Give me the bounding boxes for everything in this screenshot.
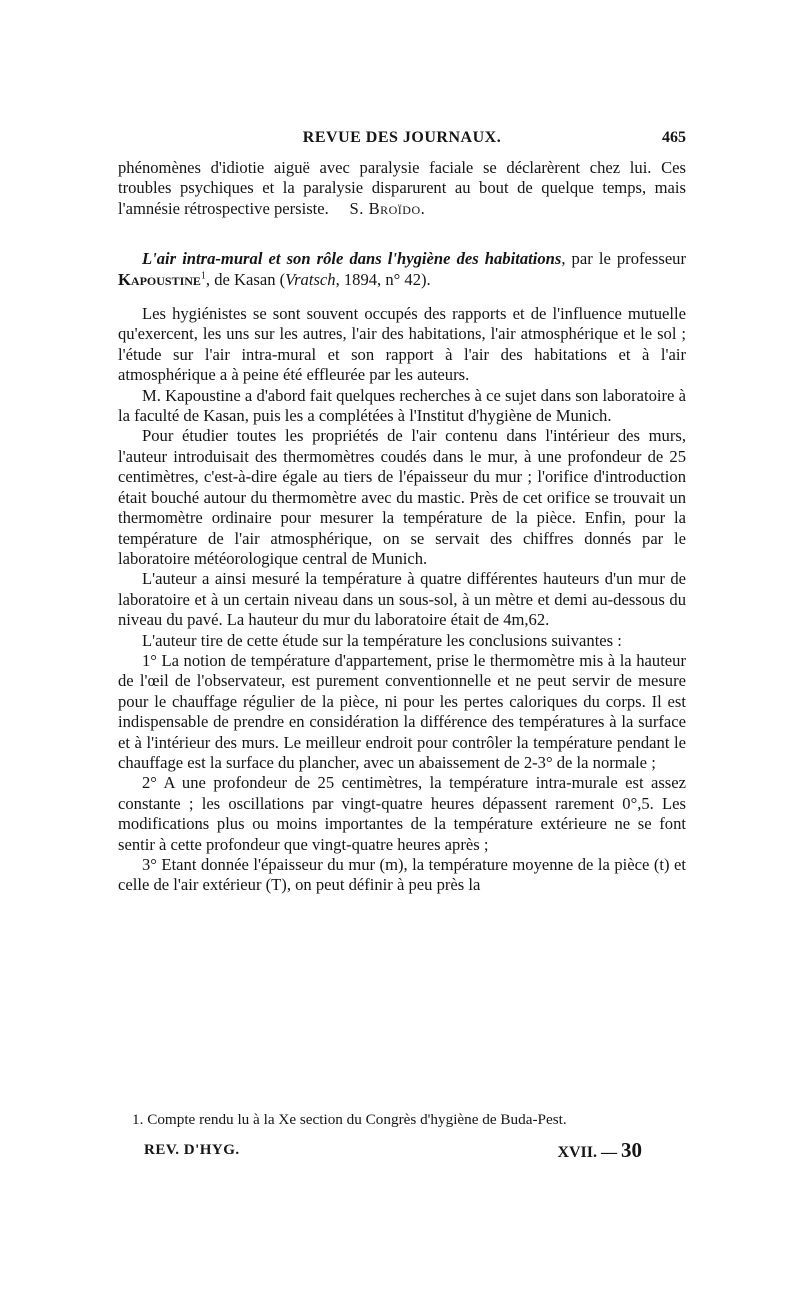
paragraph: L'auteur a ainsi mesuré la température à quatre différentes hauteurs d'un mur de laboratoire et à un certain niveau dans un sous-sol, à un mètre et demi au-dessous du niveau du pavé. La hauteur du mur du laboratoire était de 4m,62. (118, 569, 686, 630)
page-number: 465 (662, 129, 686, 146)
article-location: , de Kasan ( (205, 269, 286, 289)
previous-article-signature: S. Broïdo. (349, 198, 426, 218)
previous-article-text: phénomènes d'idiotie aiguë avec paralysie faciale se déclarèrent chez lui. Ces troubles psychiques et la paralysie disparurent au bout de quelque temps, mais l'amnésie rétrospective persiste. (118, 158, 686, 218)
running-title: REVUE DES JOURNAUX. (302, 129, 502, 146)
paragraph: L'auteur tire de cette étude sur la température les conclusions suivantes : (142, 630, 622, 650)
article-title: L'air intra-mural et son rôle dans l'hygiène des habitations (142, 249, 562, 269)
paragraph: M. Kapoustine a d'abord fait quelques recherches à ce sujet dans son laboratoire à la faculté de Kasan, puis les a complétées à l'Institut d'hygiène de Munich. (118, 385, 686, 426)
page-header (118, 128, 686, 152)
journal-abbreviation: REV. D'HYG. (144, 1142, 240, 1158)
article-heading (118, 249, 686, 290)
footnote-ref: 1 (200, 270, 206, 282)
page-footer (144, 1138, 642, 1164)
paragraph: 1° La notion de température d'appartement, prise le thermomètre mis à la hauteur de l'œil de l'observateur, est purement conventionnelle et ne peut servir de mesure pour le chauffage régulier de la pièce, ni pour les pertes caloriques du corps. Il est indispensable de prendre en considération la différence des températures à la surface et à l'intérieur des murs. Le meilleur endroit pour contrôler la température pendant le chauffage est la surface du plancher, avec un abaissement de 2-3° de la normale ; (118, 650, 686, 772)
article-citation: , 1894, n° 42). (335, 269, 431, 289)
article-author: Kapoustine (118, 269, 201, 289)
volume-number: XVII. (557, 1144, 597, 1161)
paragraph: 2° A une profondeur de 25 centimètres, la température intra-murale est assez constante ; les oscillations par vingt-quatre heures dépassent rarement 0°,5. Les modifications plus ou moins importantes de la température extérieure ne se font sentir à cette profondeur que vingt-quatre heures après ; (118, 773, 686, 854)
article-by: , par le professeur (561, 249, 687, 269)
signature-dash: — (601, 1144, 617, 1161)
footnote: 1. Compte rendu lu à la Xe section du Congrès d'hygiène de Buda-Pest. (132, 1111, 567, 1128)
sheet-number: 30 (621, 1138, 642, 1162)
paragraph: 3° Etant donnée l'épaisseur du mur (m), la température moyenne de la pièce (t) et celle de l'air extérieur (T), on peut définir à peu près la (118, 855, 686, 895)
previous-article-end (118, 158, 686, 219)
page-text (118, 128, 686, 896)
signature-mark (557, 1138, 642, 1163)
paragraph: Pour étudier toutes les propriétés de l'air contenu dans l'intérieur des murs, l'auteur introduisait des thermomètres coudés dans le mur, à une profondeur de 25 centimètres, c'est-à-dire égale au tiers de l'épaisseur du mur ; l'orifice d'introduction était bouché autour du thermomètre avec du mastic. Près de cet orifice se trouvait un thermomètre ordinaire pour mesurer la température de la pièce. Enfin, pour la température de l'air atmosphérique, on se servait des chiffres donnés par le laboratoire météorologique central de Munich. (118, 426, 686, 568)
paragraph: Les hygiénistes se sont souvent occupés des rapports et de l'influence mutuelle qu'exercent, les uns sur les autres, l'air des habitations, l'air atmosphérique et le sol ; l'étude sur l'air intra-mural et son rapport à l'air des habitations et à l'air atmosphérique a à peine été effleurée par les auteurs. (118, 304, 686, 385)
article-journal: Vratsch (285, 269, 336, 289)
